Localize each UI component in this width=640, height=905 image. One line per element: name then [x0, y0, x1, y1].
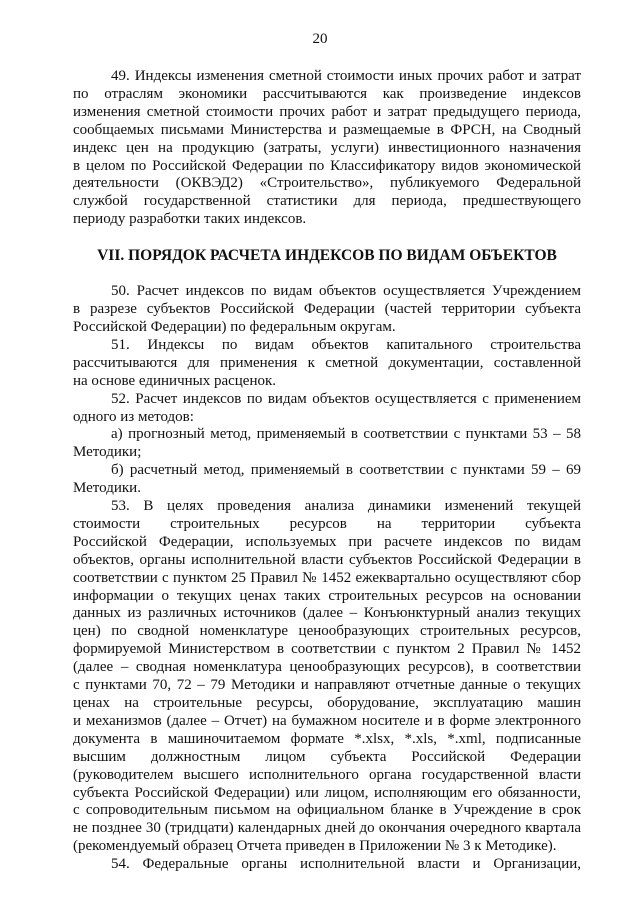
text-line: (далее – сводная номенклатура ценообразующих ресурсов), в соответствии	[73, 659, 581, 676]
text-line: 54. Федеральные органы исполнительной власти и Организации,	[111, 856, 581, 873]
text-line: по отраслям экономики рассчитываются как произведение индексов	[73, 85, 581, 102]
text-line: в целом по Российской Федерации по Классификатору видов экономической	[73, 157, 581, 174]
paragraph	[73, 283, 581, 337]
text-line: 53. В целях проведения анализа динамики изменений текущей	[111, 498, 581, 515]
text-line: ценах на строительные ресурсы, оборудование, эксплуатацию машин	[73, 695, 581, 711]
text-line: Методики;	[73, 444, 142, 461]
paragraph	[73, 68, 581, 229]
text-line: деятельности (ОКВЭД2) «Строительство», публикуемого Федеральной	[73, 175, 581, 192]
section-heading: VII. ПОРЯДОК РАСЧЕТА ИНДЕКСОВ ПО ВИДАМ ОБЪЕКТОВ	[97, 247, 557, 265]
text-line: рассчитываются для применения к сметной документации, составленной	[73, 354, 581, 371]
text-line: в разрезе субъектов Российской Федерации (частей территории субъекта	[73, 301, 581, 318]
text-line: документа в машиночитаемом формате *.xlsx, *.xls, *.xml, подписанные	[73, 730, 581, 747]
spacer	[73, 265, 581, 283]
text-line: (рекомендуемый образец Отчета приведен в Приложении № 3 к Методике).	[73, 838, 557, 855]
text-line: индекс цен на продукцию (затраты, услуги) инвестиционного назначения	[73, 139, 581, 156]
paragraph	[73, 391, 581, 427]
paragraph	[73, 337, 581, 391]
paragraph	[73, 462, 581, 498]
text-line: на основе единичных расценок.	[73, 372, 277, 389]
text-line: сообщаемых письмами Министерства и размещаемые в ФРСН, на Сводный	[73, 121, 581, 138]
text-line: с пунктами 70, 72 – 79 Методики и направляют отчетные данные о текущих	[73, 677, 581, 694]
paragraph	[73, 426, 581, 462]
text-line: данных из различных источников (далее – Конъюнктурный анализ текущих	[73, 605, 581, 622]
paragraph	[73, 498, 581, 856]
text-line: 52. Расчет индексов по видам объектов осуществляется с применением	[111, 390, 581, 407]
text-line: а) прогнозный метод, применяемый в соответствии с пунктами 53 – 58	[111, 426, 581, 443]
text-line: не позднее 30 (тридцати) календарных дней до окончания очередного квартала	[73, 820, 581, 837]
text-line: Российской Федерации) по федеральным округам.	[73, 318, 396, 335]
text-line: б) расчетный метод, применяемый в соответствии с пунктами 59 – 69	[111, 462, 581, 479]
text-line: и механизмов (далее – Отчет) на бумажном носителе и в форме электронного	[73, 712, 581, 729]
text-line: 50. Расчет индексов по видам объектов осуществляется Учреждением	[111, 283, 581, 300]
spacer	[73, 229, 581, 247]
text-line: стоимости строительных ресурсов на территории субъекта	[73, 515, 581, 532]
text-line: формируемой Министерством в соответствии с пунктом 2 Правил № 1452	[73, 641, 581, 658]
text-line: 49. Индексы изменения сметной стоимости иных прочих работ и затрат	[111, 68, 581, 84]
text-line: (руководителем высшего исполнительного органа государственной власти	[73, 766, 581, 783]
text-line: цен) по сводной номенклатуре ценообразующих строительных ресурсов,	[73, 623, 581, 640]
text-line: службой государственной статистики для периода, предшествующего	[73, 193, 581, 210]
text-line: высшим должностным лицом субъекта Российской Федерации	[73, 748, 581, 765]
text-line: изменения сметной стоимости прочих работ и затрат предыдущего периода,	[73, 103, 581, 120]
document-body	[73, 68, 581, 874]
text-line: информации о текущих ценах таких строительных ресурсов на основании	[73, 587, 581, 604]
text-line: периоду разработки таких индексов.	[73, 211, 307, 228]
text-line: 51. Индексы по видам объектов капитального строительства	[111, 336, 581, 353]
text-line: Российской Федерации, используемых при расчете индексов по видам	[73, 533, 581, 550]
text-line: одного из методов:	[73, 408, 194, 425]
text-line: субъекта Российской Федерации) или лицом, исполняющим его обязанности,	[73, 784, 581, 801]
text-line: Методики.	[73, 480, 141, 497]
page-number: 20	[312, 31, 328, 47]
text-line: соответствии с пунктом 25 Правил № 1452 ежеквартально осуществляют сбор	[73, 569, 581, 586]
paragraph	[73, 856, 581, 874]
text-line: объектов, органы исполнительной власти субъектов Российской Федерации в	[73, 551, 581, 568]
text-line: с сопроводительным письмом на официальном бланке в Учреждение в срок	[73, 802, 581, 819]
